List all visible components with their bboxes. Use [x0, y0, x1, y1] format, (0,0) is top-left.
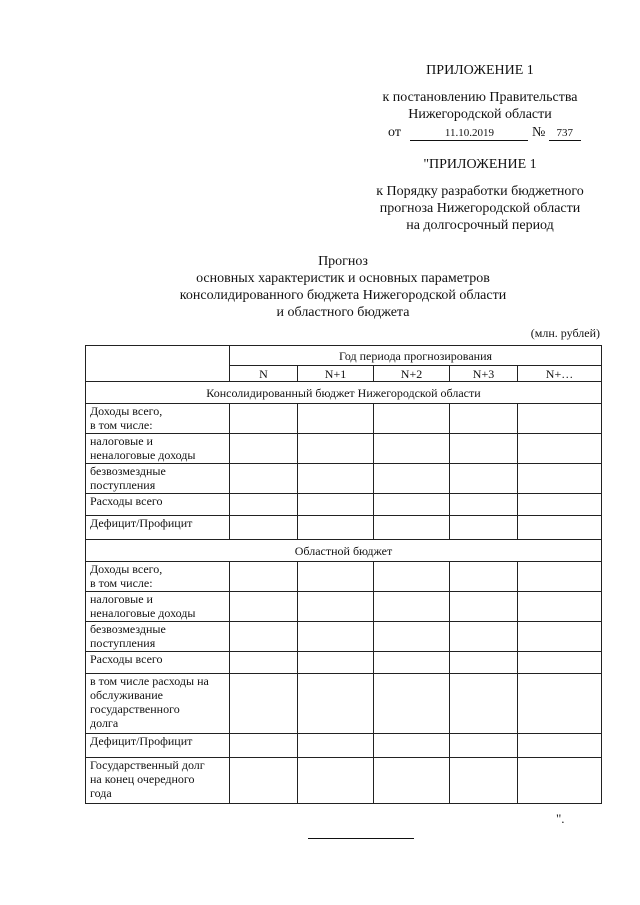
order-line-3: на долгосрочный период: [406, 218, 554, 233]
row-label: безвозмездные поступления: [86, 622, 230, 652]
table-row: [86, 494, 602, 516]
decree-date: 11.10.2019: [410, 126, 528, 141]
year-n3: N+3: [450, 366, 518, 382]
section-regional-title: Областной бюджет: [86, 540, 602, 562]
table-row: [86, 734, 602, 758]
units-label: (млн. рублей): [530, 326, 600, 340]
table-row: [86, 622, 602, 652]
table-row: [86, 464, 602, 494]
decree-line-2: Нижегородской области: [408, 107, 552, 122]
row-label: Доходы всего, в том числе:: [86, 562, 230, 592]
decree-line-1: к постановлению Правительства: [382, 90, 578, 105]
section-row: [86, 382, 602, 404]
forecast-table: [85, 345, 602, 804]
row-label: в том числе расходы на обслуживание государственного долга: [86, 674, 230, 734]
table-row: [86, 758, 602, 804]
row-label: Доходы всего, в том числе:: [86, 404, 230, 434]
appendix-title-2: "ПРИЛОЖЕНИЕ 1: [423, 157, 537, 172]
row-label: безвозмездные поступления: [86, 464, 230, 494]
section-consolidated-title: Консолидированный бюджет Нижегородской области: [86, 382, 602, 404]
row-label: Расходы всего: [86, 652, 230, 674]
decree-date-line: [388, 124, 581, 141]
row-label: налоговые и неналоговые доходы: [86, 592, 230, 622]
order-line-1: к Порядку разработки бюджетного: [376, 184, 584, 199]
row-label: Дефицит/Профицит: [86, 516, 230, 540]
row-label: Государственный долг на конец очередного года: [86, 758, 230, 804]
row-label: Дефицит/Профицит: [86, 734, 230, 758]
table-row: [86, 592, 602, 622]
table-row: [86, 516, 602, 540]
year-n-more: N+…: [518, 366, 602, 382]
section-row: [86, 540, 602, 562]
closing-divider-line: [308, 838, 414, 839]
decree-number: 737: [549, 126, 581, 141]
row-label: налоговые и неналоговые доходы: [86, 434, 230, 464]
from-label: от: [388, 125, 401, 140]
table-row: [86, 652, 602, 674]
table-row: [86, 404, 602, 434]
year-n1: N+1: [298, 366, 374, 382]
table-row: [86, 434, 602, 464]
closing-quote-mark: ".: [556, 811, 565, 826]
appendix-title: ПРИЛОЖЕНИЕ 1: [426, 63, 534, 78]
document-title-line-2: основных характеристик и основных параметров: [196, 271, 490, 286]
period-header: Год периода прогнозирования: [230, 346, 602, 366]
document-title-line-3: консолидированного бюджета Нижегородской области: [179, 288, 507, 303]
header-empty-cell: [86, 346, 230, 382]
table-header-row: [86, 346, 602, 366]
year-n: N: [230, 366, 298, 382]
number-label: №: [531, 125, 546, 140]
document-title-line-4: и областного бюджета: [276, 305, 410, 320]
order-line-2: прогноза Нижегородской области: [379, 201, 581, 216]
year-n2: N+2: [374, 366, 450, 382]
table-row: [86, 674, 602, 734]
table-row: [86, 562, 602, 592]
row-label: Расходы всего: [86, 494, 230, 516]
document-title-line-1: Прогноз: [318, 254, 368, 269]
